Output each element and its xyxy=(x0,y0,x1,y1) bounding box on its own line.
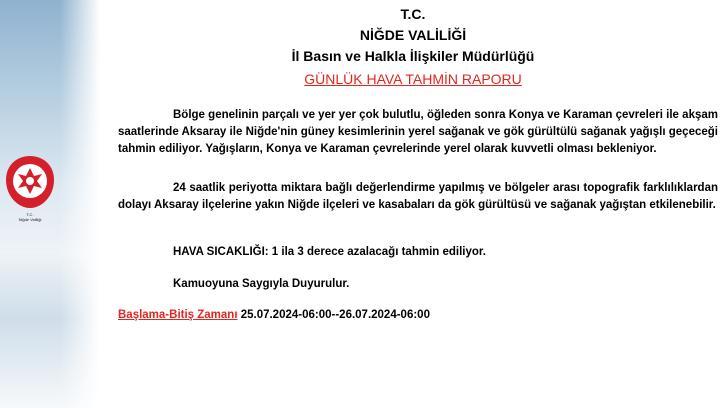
temperature-line: HAVA SICAKLIĞI: 1 ila 3 derece azalacağı tahmin ediliyor. xyxy=(173,246,486,258)
forecast-paragraph-2: 24 saatlik periyotta miktara bağlı değerlendirme yapılmış ve bölgeler arası topografik farklılıklardan dolayı Aksaray ilçelerine yakın Niğde ilçeleri ve kasabaları da gök gürültüsü ve sağanak yağıştan etkilenebilir. xyxy=(118,182,718,211)
report-title: GÜNLÜK HAVA TAHMİN RAPORU xyxy=(304,71,522,87)
niğde-valiliği-emblem-icon xyxy=(4,154,56,210)
validity-value: 25.07.2024-06:00--26.07.2024-06:00 xyxy=(237,309,430,321)
emblem-caption-name: Niğde Valiliği xyxy=(18,217,42,222)
emblem-caption-tc: T.C. xyxy=(26,212,34,217)
forecast-paragraph-1: Bölge genelinin parçalı ve yer yer çok bulutlu, öğleden sonra Konya ve Karaman çevreleri ile akşam saatlerinde Aksaray ile Niğde'nin güney kesimlerinin yerel sağanak ve gök gürültülü sağanak yağışlı geçeceği tahmin ediliyor. Yağışların, Konya ve Karaman çevrelerinde yerel olarak kuvvetli olması bekleniyor. xyxy=(118,109,718,155)
banner-fade xyxy=(60,0,100,408)
closing-line: Kamuoyuna Saygıyla Duyurulur. xyxy=(173,278,350,290)
validity-period xyxy=(118,309,430,321)
winter-background-banner xyxy=(0,0,100,408)
header-tc: T.C. xyxy=(400,6,426,22)
validity-label: Başlama-Bitiş Zamanı xyxy=(118,309,238,321)
header-valilik: NİĞDE VALİLİĞİ xyxy=(359,27,467,43)
header-mudurluk: İl Basın ve Halkla İlişkiler Müdürlüğü xyxy=(291,48,535,64)
